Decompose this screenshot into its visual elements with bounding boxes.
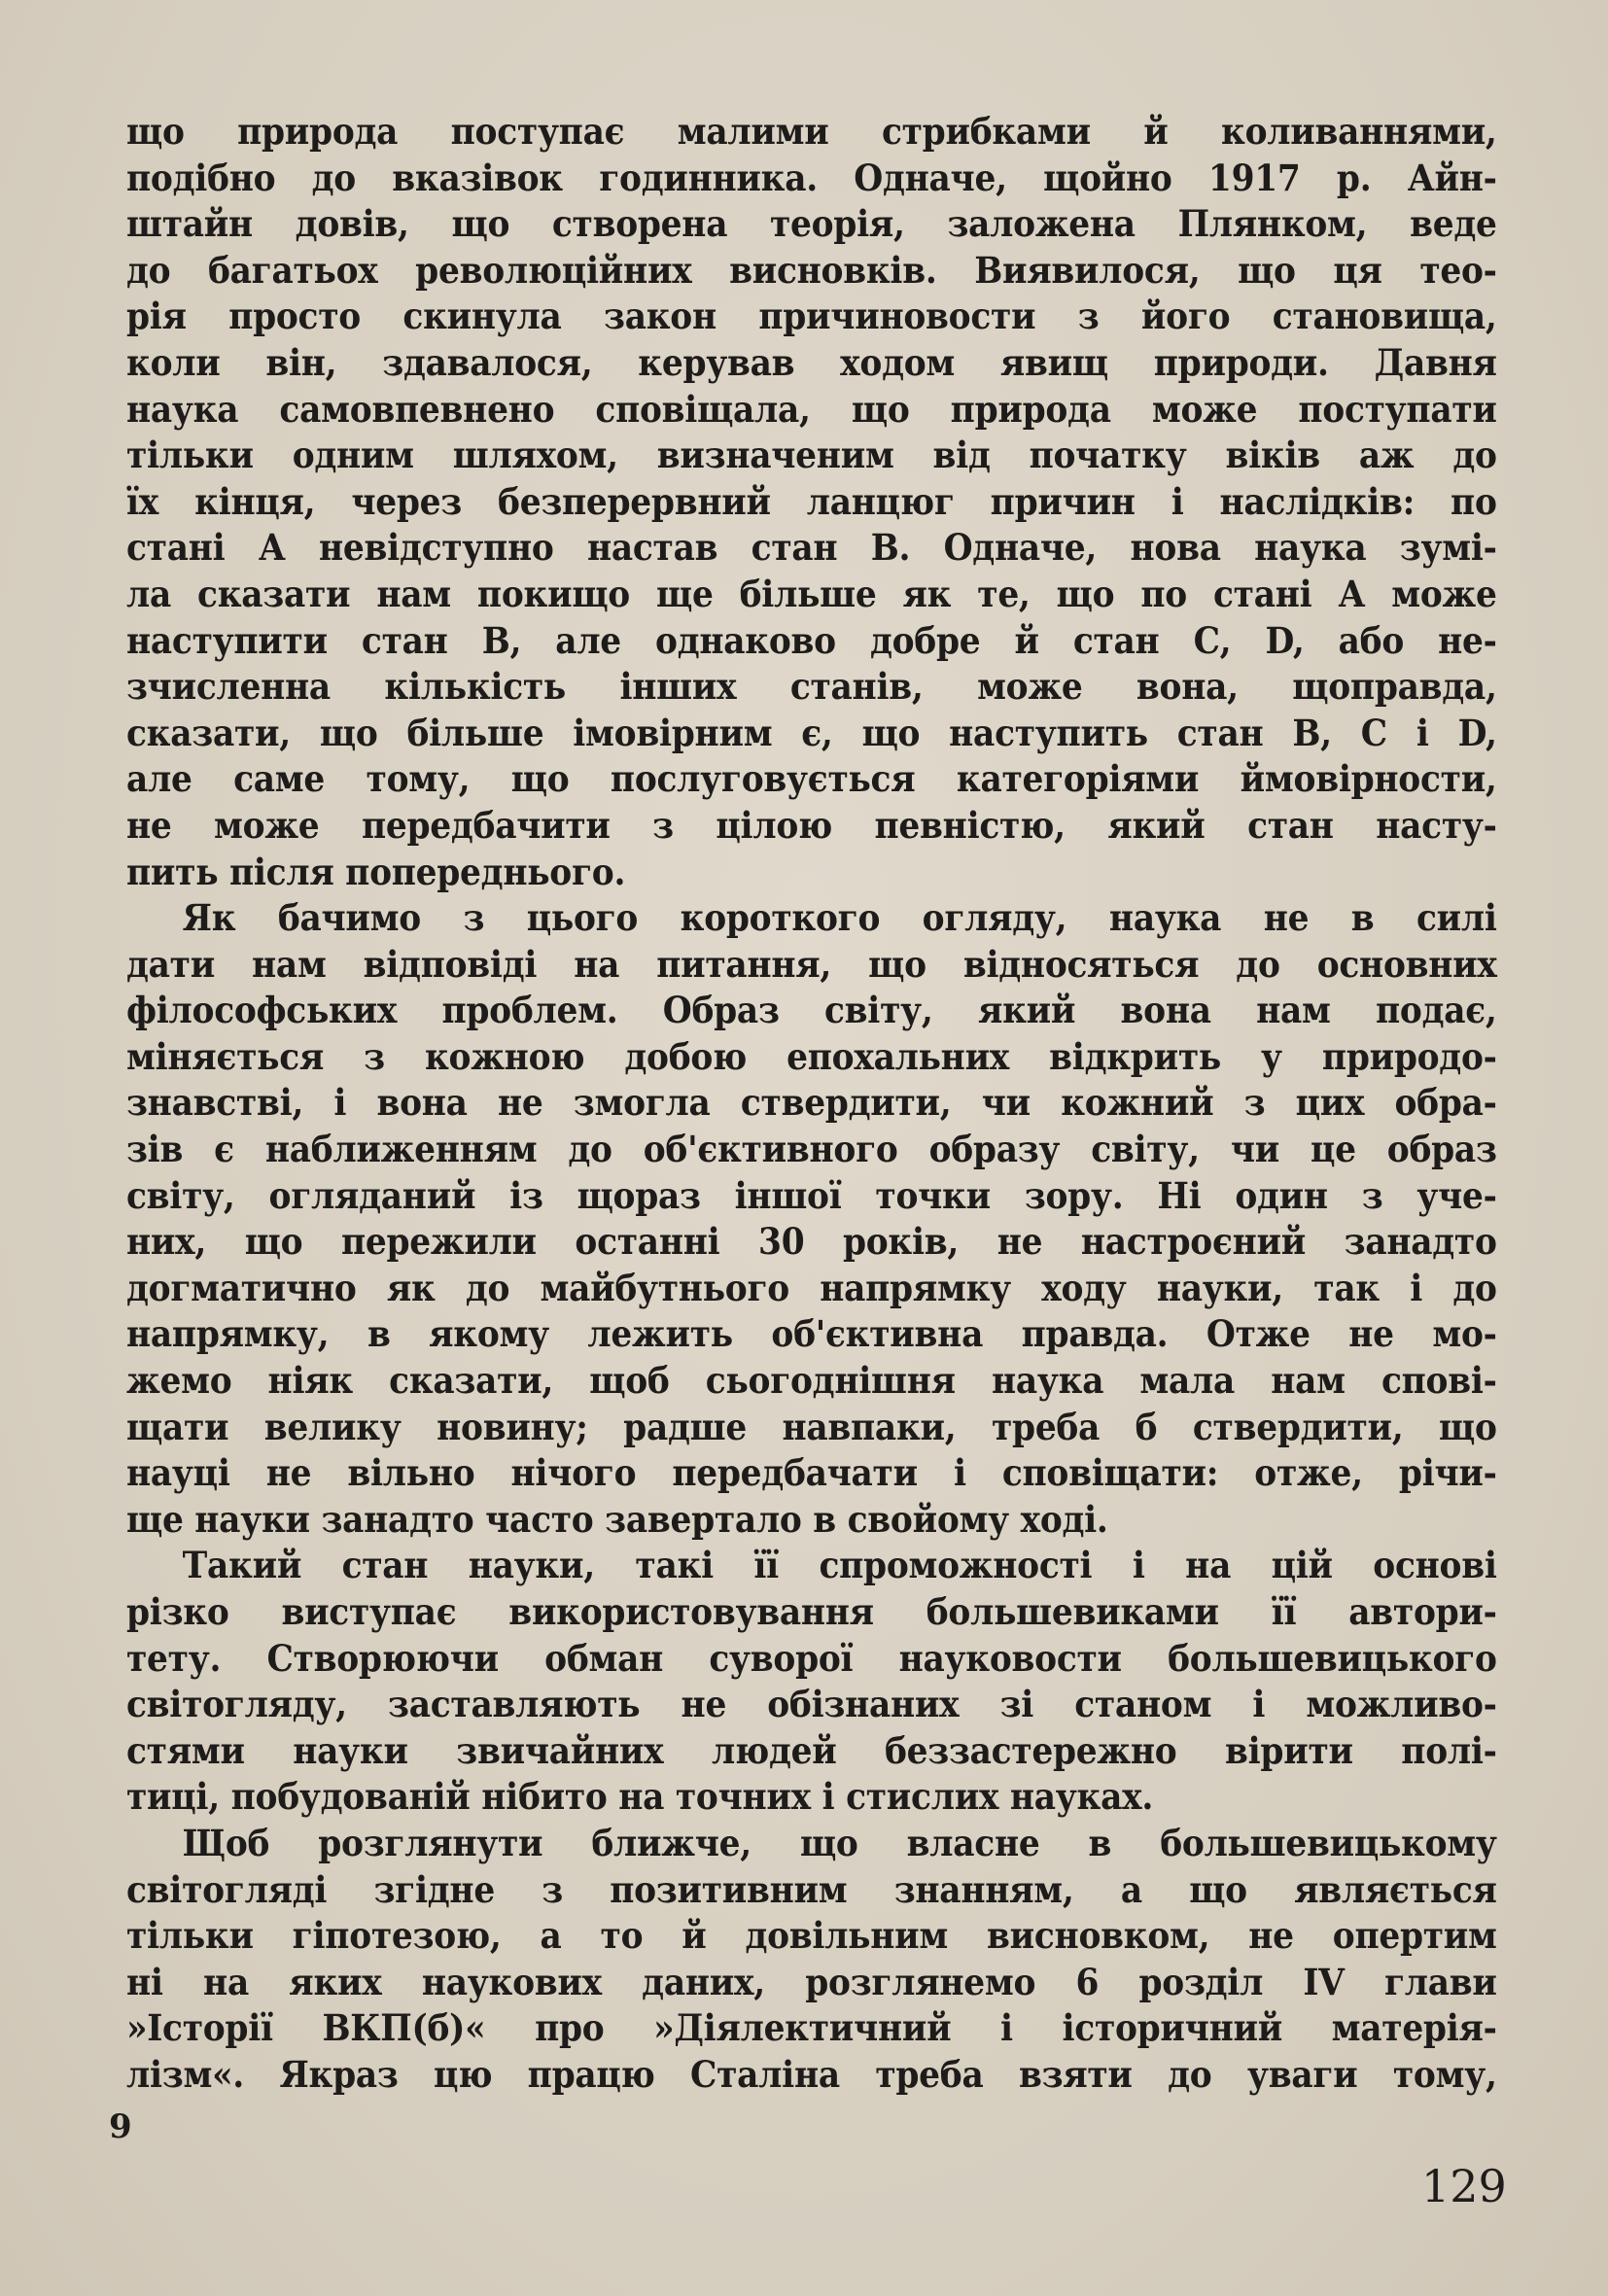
paragraph xyxy=(126,109,1497,895)
text-line: лізм«. Якраз цю працю Сталіна треба взяти до уваги тому, xyxy=(126,2052,1497,2096)
text-line: штайн довів, що створена теорія, заложена Плянком, веде xyxy=(126,202,1497,246)
text-line: Такий стан науки, такі її спроможності і на цій основі xyxy=(182,1544,1497,1587)
paragraph xyxy=(126,895,1497,1543)
text-line: науці не вільно нічого передбачати і сповіщати: отже, річи- xyxy=(126,1451,1497,1495)
text-line: Як бачимо з цього короткого огляду, наука не в силі xyxy=(182,896,1497,940)
text-line: Щоб розглянути ближче, що власне в большевицькому xyxy=(182,1821,1497,1864)
text-line: не може передбачити з цілою певністю, який стан насту- xyxy=(126,803,1497,847)
text-line: до багатьох революційних висновків. Виявилося, що ця тео- xyxy=(126,248,1497,292)
text-line: наступити стан В, але однаково добре й стан С, D, або не- xyxy=(126,618,1497,662)
text-line: сказати, що більше імовірним є, що наступить стан В, С і D, xyxy=(126,711,1497,754)
text-line: стями науки звичайних людей беззастережно вірити полі- xyxy=(126,1728,1497,1772)
text-line: ла сказати нам покищо ще більше як те, що по стані А може xyxy=(126,572,1497,615)
text-line: тільки гіпотезою, а то й довільним висновком, не опертим xyxy=(126,1914,1497,1958)
paragraph xyxy=(126,1543,1497,1821)
text-line: тету. Створюючи обман суворої науковости большевицького xyxy=(126,1636,1497,1680)
text-line: рія просто скинула закон причиновости з його становища, xyxy=(126,295,1497,338)
text-line: зчисленна кількість інших станів, може вона, щоправда, xyxy=(126,665,1497,709)
text-line: світогляду, заставляють не обізнаних зі станом і можливо- xyxy=(126,1683,1497,1726)
text-line: щати велику новину; радше навпаки, треба б ствердити, що xyxy=(126,1405,1497,1448)
text-line: тільки одним шляхом, визначеним від початку віків аж до xyxy=(126,434,1497,477)
text-line: жемо ніяк сказати, щоб сьогоднішня наука мала нам спові- xyxy=(126,1359,1497,1403)
text-line: їх кінця, через безперервний ланцюг причин і наслідків: по xyxy=(126,479,1497,523)
text-line: дати нам відповіді на питання, що відносяться до основних xyxy=(126,942,1497,986)
text-line: »Історії ВКП(б)« про »Діялектичний і історичний матерія- xyxy=(126,2006,1497,2050)
text-line: наука самовпевнено сповіщала, що природа може поступати xyxy=(126,387,1497,431)
text-line: зів є наближенням до об'єктивного образу світу, чи це образ xyxy=(126,1128,1497,1171)
signature-mark: 9 xyxy=(109,2107,132,2146)
paragraph xyxy=(126,1821,1497,2099)
text-line: знавстві, і вона не змогла ствердити, чи кожний з цих обра- xyxy=(126,1081,1497,1125)
text-line: подібно до вказівок годинника. Одначе, щойно 1917 р. Айн- xyxy=(126,156,1497,199)
body-text xyxy=(126,109,1497,2099)
text-line: філософських проблем. Образ світу, який вона нам подає, xyxy=(126,989,1497,1032)
text-line: напрямку, в якому лежить об'єктивна правда. Отже не мо- xyxy=(126,1312,1497,1356)
text-line: коли він, здавалося, керував ходом явищ природи. Давня xyxy=(126,340,1497,384)
text-line: догматично як до майбутнього напрямку ходу науки, так і до xyxy=(126,1266,1497,1309)
text-line: ще науки занадто часто завертало в свойому ході. xyxy=(126,1497,1108,1541)
text-line: світу, огляданий із щораз іншої точки зору. Ні один з уче- xyxy=(126,1173,1497,1217)
text-line: пить після попереднього. xyxy=(126,850,626,893)
text-line: різко виступає використовування большевиками її автори- xyxy=(126,1590,1497,1633)
text-line: міняється з кожною добою епохальних відкрить у природо- xyxy=(126,1034,1497,1078)
text-line: тиці, побудованій нібито на точних і стислих науках. xyxy=(126,1775,1154,1819)
text-line: стані А невідступно настав стан В. Одначе, нова наука зумі- xyxy=(126,526,1497,570)
text-line: них, що пережили останні 30 років, не настроєний занадто xyxy=(126,1220,1497,1264)
text-line: що природа поступає малими стрибками й коливаннями, xyxy=(126,110,1497,153)
text-line: ні на яких наукових даних, розглянемо 6 розділ IV глави xyxy=(126,1960,1497,2003)
page-number: 129 xyxy=(1421,2160,1507,2212)
text-line: але саме тому, що послуговується категоріями ймовірности, xyxy=(126,757,1497,801)
text-line: світогляді згідне з позитивним знанням, а що являється xyxy=(126,1867,1497,1911)
